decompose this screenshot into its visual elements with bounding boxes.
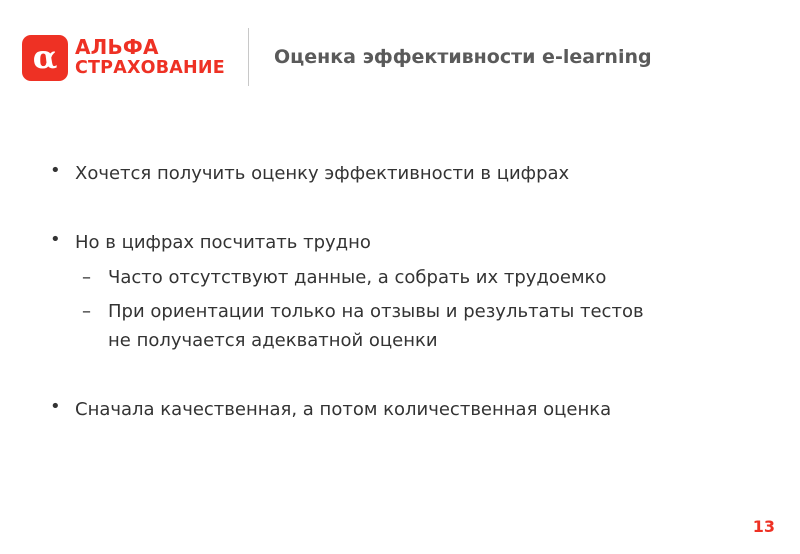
logo-symbol: α — [32, 38, 58, 76]
header-divider — [248, 28, 249, 86]
bullet-marker: • — [50, 160, 61, 181]
sub-bullet-item-continuation: не получается адекватной оценки — [108, 330, 438, 351]
logo-line-2: СТРАХОВАНИЕ — [75, 58, 225, 78]
alpha-logo-icon — [22, 35, 68, 81]
logo-line-1: АЛЬФА — [75, 35, 159, 59]
bullet-item: Но в цифрах посчитать трудно — [75, 232, 371, 253]
company-logo — [22, 35, 225, 81]
page-title: Оценка эффективности e-learning — [274, 46, 652, 68]
sub-bullet-marker: – — [82, 301, 91, 322]
bullet-item: Хочется получить оценку эффективности в цифрах — [75, 163, 570, 184]
bullet-item: Сначала качественная, а потом количественная оценка — [75, 399, 612, 420]
bullet-marker: • — [50, 396, 61, 417]
page-number: 13 — [752, 517, 775, 536]
bullet-marker: • — [50, 229, 61, 250]
sub-bullet-item: При ориентации только на отзывы и результаты тестов — [108, 301, 644, 322]
logo-wordmark — [75, 37, 225, 79]
sub-bullet-marker: – — [82, 267, 91, 288]
sub-bullet-item: Часто отсутствуют данные, а собрать их трудоемко — [108, 267, 607, 288]
